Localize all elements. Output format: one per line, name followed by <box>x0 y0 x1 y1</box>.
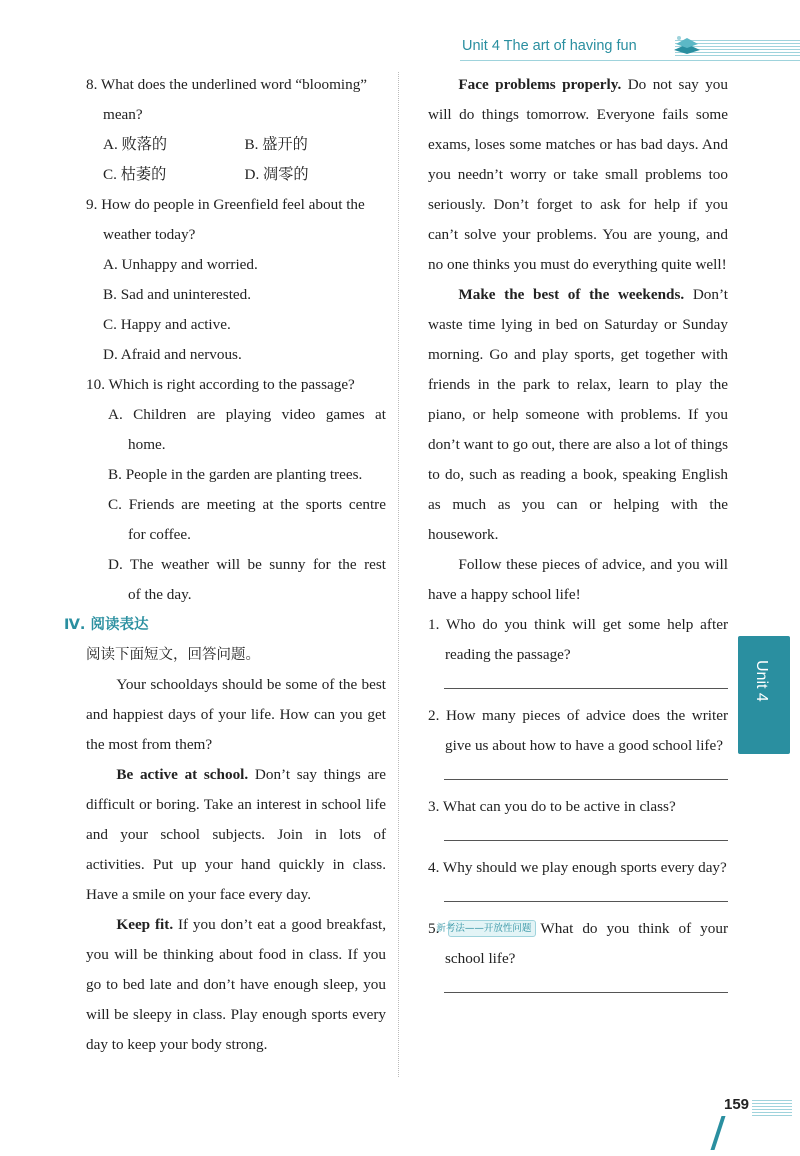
q10-option-c-cont: for coffee. <box>128 526 191 543</box>
question-4: 4. Why should we play enough sports every day? <box>428 859 727 876</box>
question-5 <box>428 914 728 974</box>
header-rule <box>460 60 800 61</box>
q8-option-c: C. 枯萎的 <box>103 166 167 183</box>
right-column <box>428 70 728 1005</box>
column-divider <box>398 72 399 1077</box>
q9-stem-cont: weather today? <box>103 226 196 243</box>
answer-line-4[interactable] <box>444 901 728 902</box>
passage-para-1: Your schooldays should be some of the best and happiest days of your life. How can you get the most from them? <box>86 676 386 753</box>
question-2: 2. How many pieces of advice does the writer give us about how to have a good school life? <box>428 707 728 754</box>
left-column <box>64 70 387 1060</box>
answer-line-3[interactable] <box>444 840 728 841</box>
page-header <box>460 36 800 62</box>
answer-line-2[interactable] <box>444 779 728 780</box>
q9-option-d: D. Afraid and nervous. <box>103 346 242 363</box>
unit-header-title: Unit 4 The art of having fun <box>462 38 637 54</box>
page-number-decoration <box>752 1100 792 1118</box>
para-4-heading: Face problems properly. <box>458 76 622 93</box>
q8-option-d: D. 凋零的 <box>244 166 309 183</box>
q10-option-a-cont: home. <box>128 436 166 453</box>
section-title: Ⅳ. 阅读表达 <box>64 617 149 633</box>
q9-option-a: A. Unhappy and worried. <box>103 256 258 273</box>
answer-line-5[interactable] <box>444 992 728 993</box>
question-5-text: What do you think of your school life? <box>445 920 729 967</box>
passage-para-2 <box>86 760 386 910</box>
q10-option-d-cont: of the day. <box>128 586 192 603</box>
q10-stem: 10. Which is right according to the passage? <box>86 376 355 393</box>
question-3: 3. What can you do to be active in class? <box>428 798 676 815</box>
new-method-tag: 新考法——开放性问题 <box>448 920 536 937</box>
page-corner-mark <box>710 1116 725 1150</box>
para-3-heading: Keep fit. <box>116 916 174 933</box>
para-2-body: Don’t say things are difficult or boring. Take an interest in school life and your school subjects. Join in lots of activities. Put up your hand quickly in class. Have a smile on your face every day. <box>86 766 386 903</box>
passage-para-5 <box>428 280 728 550</box>
q8-stem: 8. What does the underlined word “blooming” <box>86 76 368 93</box>
q8-options-row1 <box>86 130 386 160</box>
q8-stem-cont: mean? <box>103 106 143 123</box>
q8-option-a: A. 败落的 <box>103 136 168 153</box>
para-4-body: Do not say you will do things tomorrow. Everyone fails some exams, loses some matches or has bad days. And you needn’t worry or take small problems too seriously. Don’t forget to ask for help if you can’t solve your problems. You are young, and no one thinks you must do everything quite well! <box>428 76 728 273</box>
book-icon <box>670 32 704 56</box>
passage-para-4 <box>428 70 728 280</box>
q10-option-d: D. The weather will be sunny for the rest <box>108 556 386 573</box>
unit-side-tab-label: Unit 4 <box>753 660 770 702</box>
q10-option-c: C. Friends are meeting at the sports centre <box>108 496 386 513</box>
para-3-body: If you don’t eat a good breakfast, you will be thinking about food in class. If you go to bed late and don’t have enough sleep, you will be sleepy in class. Play enough sports every day to keep your body strong. <box>86 916 387 1053</box>
passage-para-6: Follow these pieces of advice, and you will have a happy school life! <box>428 556 728 603</box>
para-5-body: Don’t waste time lying in bed on Saturday or Sunday morning. Go and play sports, get together with friends in the park to relax, learn to play the piano, or help someone with problems. If you don’t want to go out, there are also a lot of things to do, such as reading a book, speaking English as much as you can or helping with the housework. <box>428 286 728 543</box>
section-instruction: 阅读下面短文，回答问题。 <box>86 647 260 663</box>
page-number: 159 <box>724 1096 750 1113</box>
question-5-number: 5. <box>428 920 440 937</box>
para-5-heading: Make the best of the weekends. <box>458 286 685 303</box>
question-1: 1. Who do you think will get some help after reading the passage? <box>428 616 728 663</box>
answer-line-1[interactable] <box>444 688 728 689</box>
para-2-heading: Be active at school. <box>116 766 249 783</box>
q9-stem: 9. How do people in Greenfield feel about the <box>86 196 365 213</box>
q8-options-row2 <box>86 160 386 190</box>
q9-option-b: B. Sad and uninterested. <box>103 286 252 303</box>
q10-option-b: B. People in the garden are planting trees. <box>108 466 363 483</box>
q8-option-b: B. 盛开的 <box>244 136 308 153</box>
q9-option-c: C. Happy and active. <box>103 316 231 333</box>
passage-para-3 <box>86 910 386 1060</box>
q10-option-a: A. Children are playing video games at <box>108 406 386 423</box>
